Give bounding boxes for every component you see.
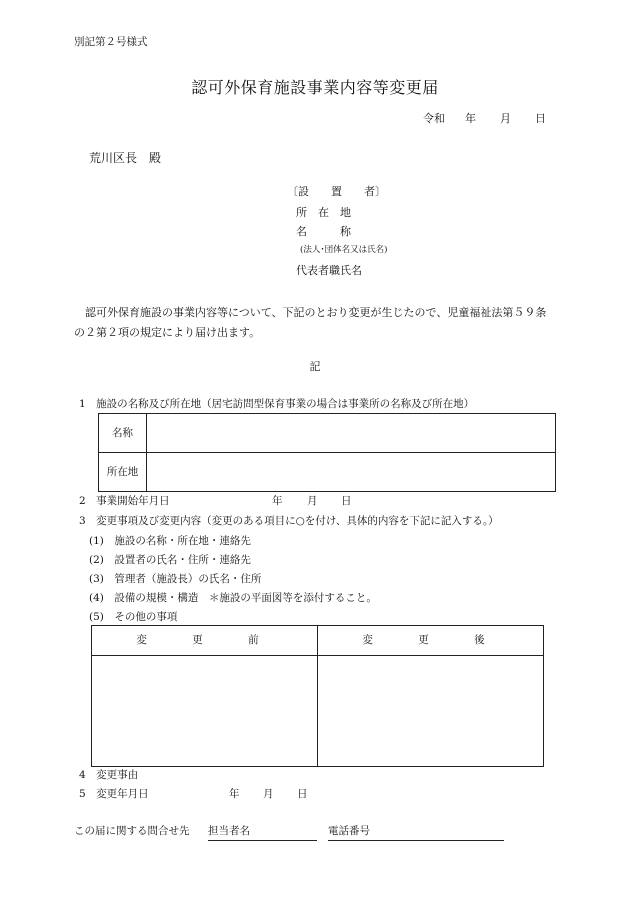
contact-phone-line[interactable] <box>328 840 504 841</box>
change-table <box>91 625 544 767</box>
contact-phone-label: 電話番号 <box>328 825 370 837</box>
facility-name-field[interactable] <box>147 414 556 453</box>
item-5-year: 年 <box>229 788 240 800</box>
contact-person-line[interactable] <box>208 840 317 841</box>
item-2-year: 年 <box>272 495 283 507</box>
sub-item-5: (5) その他の事項 <box>89 611 178 623</box>
before-field[interactable] <box>92 656 318 767</box>
submission-date <box>423 113 546 124</box>
form-id: 別記第２号様式 <box>74 36 148 48</box>
item-2-label: 2 事業開始年月日 <box>79 495 170 507</box>
applicant-address-label: 所 在 地 <box>296 206 351 219</box>
item-2-day: 日 <box>341 495 352 507</box>
date-era: 令和 <box>423 112 445 125</box>
applicant-name-label: 名 称 <box>296 225 351 238</box>
applicant-name-note: (法人･団体名又は氏名) <box>300 245 388 255</box>
item-5-label: 5 変更年月日 <box>79 788 149 800</box>
item-3-label: 3 変更事項及び変更内容（変更のある項目に○を付け、具体的内容を下記に記入する。） <box>79 515 499 527</box>
item-1-label: 1 施設の名称及び所在地（居宅訪問型保育事業の場合は事業所の名称及び所在地） <box>79 398 475 410</box>
date-month: 月 <box>500 112 511 125</box>
date-day: 日 <box>535 112 546 125</box>
applicant-heading: 〔設 置 者〕 <box>287 185 386 198</box>
sub-item-4: (4) 設備の規模・構造 ＊施設の平面図等を添付すること。 <box>89 592 377 604</box>
applicant-representative-label: 代表者職氏名 <box>296 264 362 277</box>
sub-item-2: (2) 設置者の氏名・住所・連絡先 <box>89 554 251 566</box>
item-2-month: 月 <box>307 495 318 507</box>
ki-heading: 記 <box>309 360 321 373</box>
date-year: 年 <box>465 112 476 125</box>
item-5-month: 月 <box>263 788 274 800</box>
addressee: 荒川区長 殿 <box>89 151 162 165</box>
after-field[interactable] <box>318 656 544 767</box>
after-header: 変 更 後 <box>318 626 544 656</box>
sub-item-3: (3) 管理者（施設長）の氏名・住所 <box>89 573 262 585</box>
contact-label: この届に関する問合せ先 <box>74 825 190 837</box>
sub-item-1: (1) 施設の名称・所在地・連絡先 <box>89 535 251 547</box>
item-5-day: 日 <box>297 788 308 800</box>
facility-address-field[interactable] <box>147 453 556 492</box>
item-4-label: 4 変更事由 <box>79 769 139 781</box>
facility-table <box>98 413 556 492</box>
statement-text: 認可外保育施設の事業内容等について、下記のとおり変更が生じたので、児童福祉法第５９条の２第２項の規定により届け出ます。 <box>74 306 547 339</box>
page-title: 認可外保育施設事業内容等変更届 <box>191 78 439 97</box>
contact-person-label: 担当者名 <box>208 825 250 837</box>
facility-name-label: 名称 <box>99 414 147 453</box>
before-header: 変 更 前 <box>92 626 318 656</box>
facility-address-label: 所在地 <box>99 453 147 492</box>
